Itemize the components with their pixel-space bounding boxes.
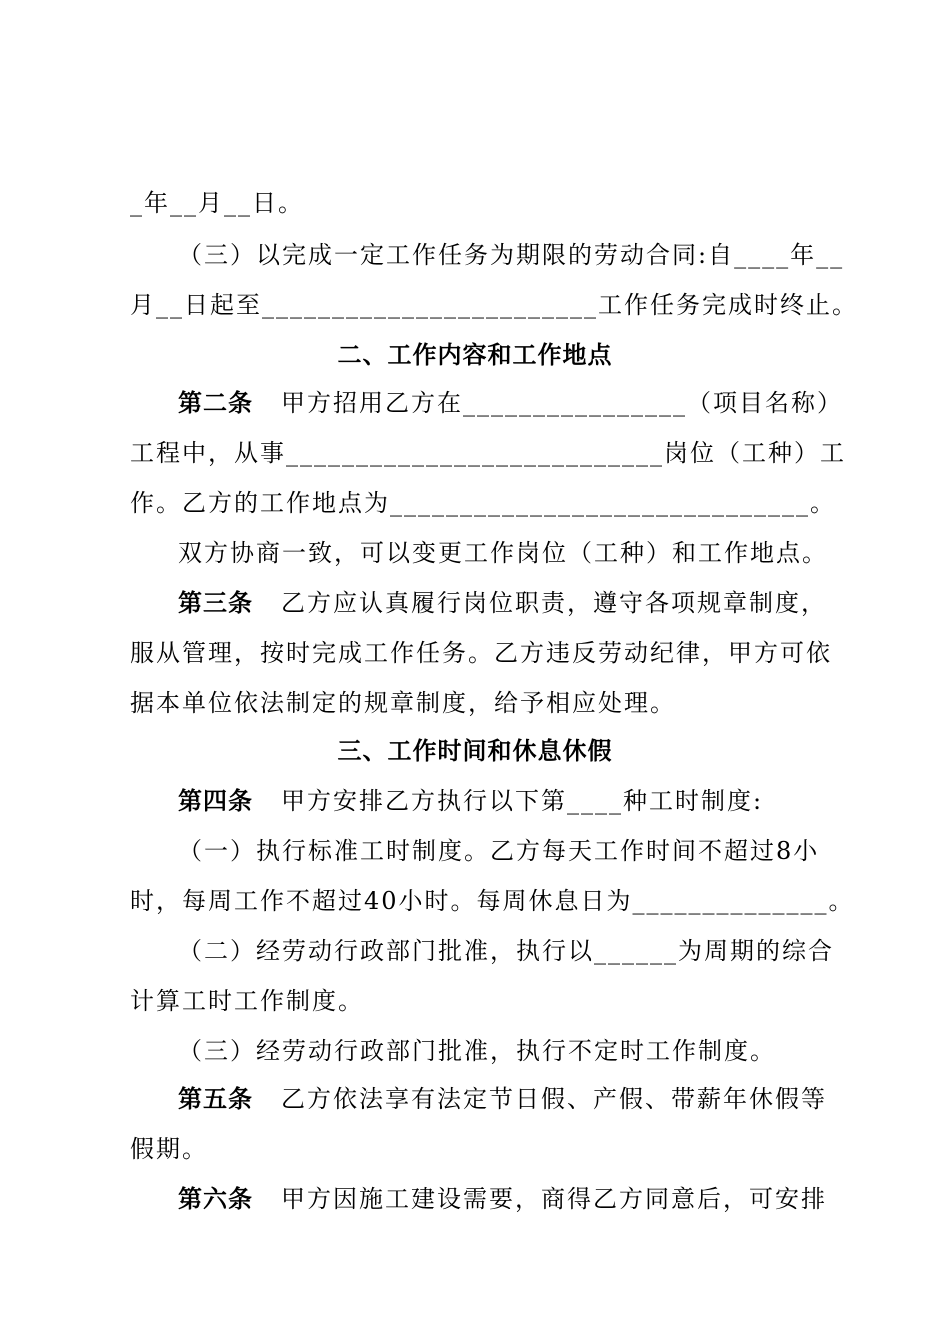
text-line: 月__日起至________________________工作任务完成时终止。 — [130, 291, 858, 319]
text-line: 时，每周工作不超过40小时。每周休息日为______________。 — [130, 887, 855, 915]
text-line: 作。乙方的工作地点为______________________________。 — [130, 489, 836, 517]
article-label: 第六条 — [178, 1185, 253, 1213]
article-line — [178, 588, 950, 618]
article-label: 第二条 — [178, 389, 253, 417]
article-text: 甲方安排乙方执行以下第____种工时制度: — [281, 787, 764, 815]
article-text: 甲方招用乙方在________________（项目名称） — [281, 389, 843, 417]
text-line: （一）执行标准工时制度。乙方每天工作时间不超过8小 — [178, 837, 820, 865]
article-line — [178, 1084, 950, 1114]
text-line: 计算工时工作制度。 — [130, 987, 364, 1015]
article-line — [178, 388, 950, 418]
article-text: 乙方依法享有法定节日假、产假、带薪年休假等 — [281, 1085, 827, 1113]
text-line: （三）以完成一定工作任务为期限的劳动合同:自____年__ — [178, 241, 845, 269]
article-label: 第三条 — [178, 589, 253, 617]
text-line: 假期。 — [130, 1135, 208, 1163]
text-line: 工程中，从事___________________________岗位（工种）工 — [130, 439, 846, 467]
article-text: 甲方因施工建设需要，商得乙方同意后，可安排 — [281, 1185, 827, 1213]
text-line: 服从管理，按时完成工作任务。乙方违反劳动纪律，甲方可依 — [130, 639, 832, 667]
text-line: （三）经劳动行政部门批准，执行不定时工作制度。 — [178, 1037, 776, 1065]
text-line: _年__月__日。 — [130, 189, 304, 217]
article-line — [178, 1184, 950, 1214]
article-label: 第五条 — [178, 1085, 253, 1113]
section-heading: 二、工作内容和工作地点 — [337, 341, 613, 369]
article-label: 第四条 — [178, 787, 253, 815]
text-line: 据本单位依法制定的规章制度，给予相应处理。 — [130, 689, 676, 717]
article-text: 乙方应认真履行岗位职责，遵守各项规章制度， — [281, 589, 827, 617]
text-line: （二）经劳动行政部门批准，执行以______为周期的综合 — [178, 937, 834, 965]
text-line: 双方协商一致，可以变更工作岗位（工种）和工作地点。 — [178, 539, 828, 567]
section-heading: 三、工作时间和休息休假 — [337, 737, 613, 765]
article-line — [178, 786, 950, 816]
